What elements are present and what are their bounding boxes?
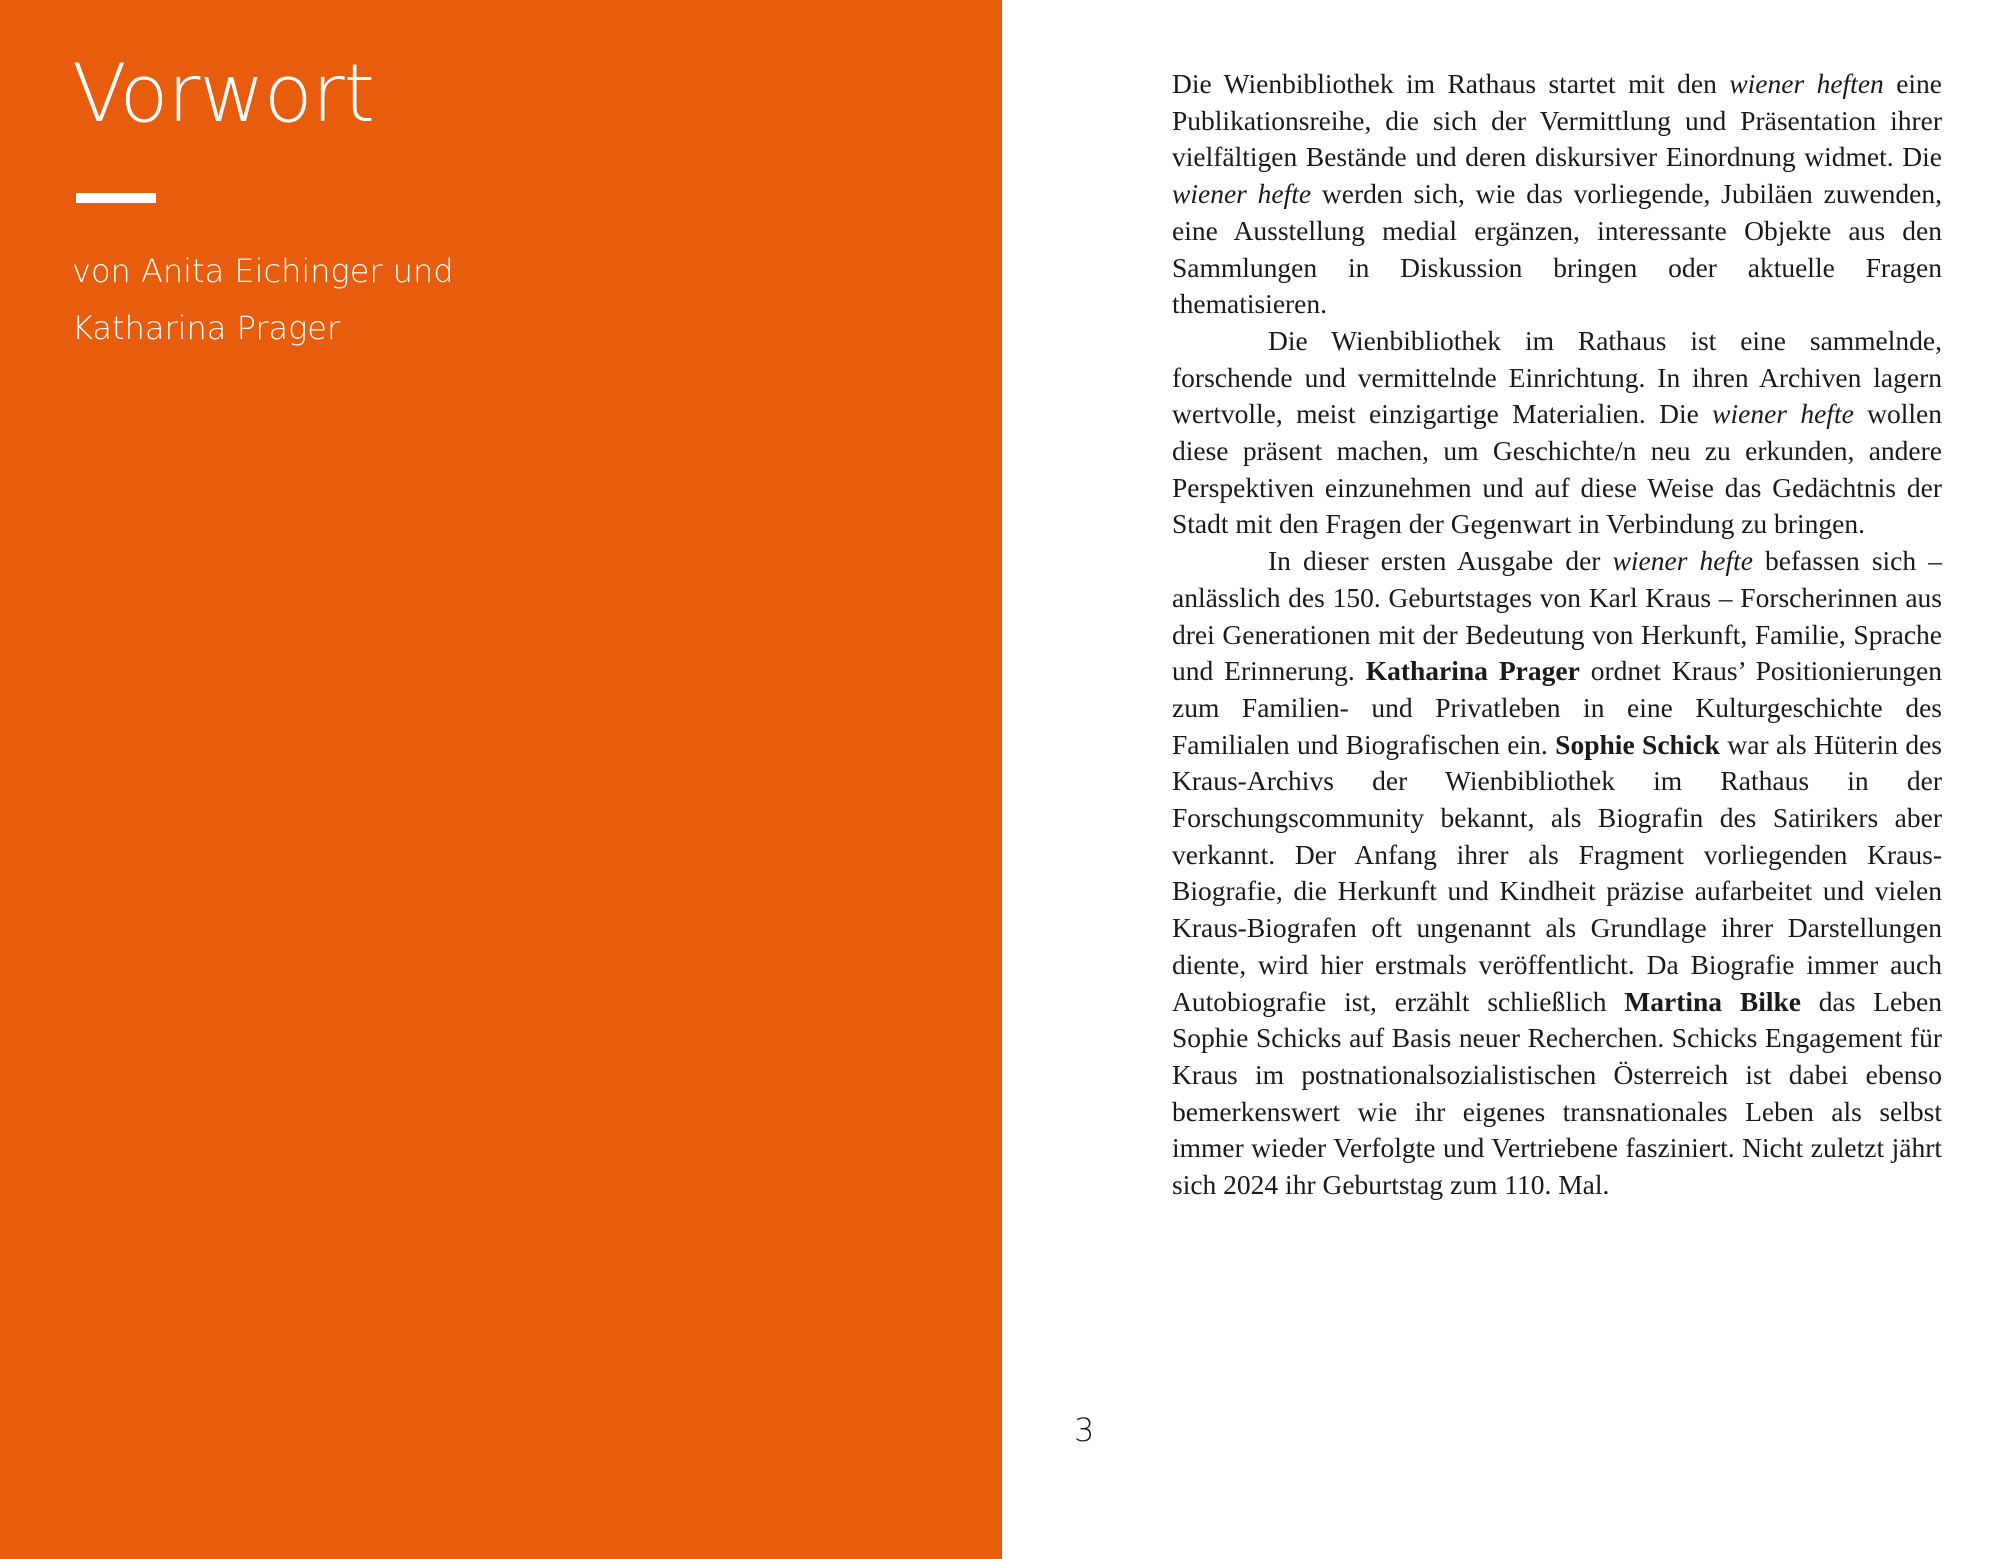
authors-line-2: Katharina Prager <box>72 309 341 347</box>
title-underline-rule <box>76 193 156 203</box>
author-name: Katharina Prager <box>1365 655 1580 687</box>
text-page <box>1002 0 2000 1559</box>
page-title: Vorwort <box>72 47 374 140</box>
body-paragraph-1: Die Wienbibliothek im Rathaus startet mit den wiener heften eine Publikationsreihe, die sich der Vermittlung und Präsentation ihrer vielfältigen Bestände und deren diskursiver Einordnung widmet. Die wiener hefte werden sich, wie das vorliegende, Jubiläen zuwenden, eine Ausstellung medial ergänzen, interessante Objekte aus den Sammlungen in Diskussion bringen oder aktuelle Fragen thematisieren. <box>1172 68 1943 320</box>
author-name: Sophie Schick <box>1555 728 1720 760</box>
italic-publication-title: wiener hefte <box>1612 545 1753 577</box>
page-number: 3 <box>1074 1411 1095 1449</box>
italic-publication-title: wiener hefte <box>1172 178 1312 210</box>
author-name: Martina Bilke <box>1624 985 1801 1017</box>
body-paragraph-2: Die Wienbibliothek im Rathaus ist eine sammelnde, forschende und vermittelnde Einrichtung. In ihren Archiven lagern wertvolle, meist einzigartige Materialien. Die wiener hefte wollen diese präsent machen, um Geschichte/n neu zu erkunden, andere Perspektiven einzunehmen und auf diese Weise das Gedächtnis der Stadt mit den Fragen der Gegenwart in Verbindung zu bringen. <box>1172 324 1942 540</box>
body-paragraph-3: In dieser ersten Ausgabe der wiener hefte befassen sich – anlässlich des 150. Geburtstages von Karl Kraus – Forscherinnen aus drei Generationen mit der Bedeutung von Herkunft, Familie, Sprache und Erinnerung. Katharina Prager ordnet Kraus’ Positionierungen zum Familien- und Privatleben in eine Kulturgeschichte des Familialen und Biografischen ein. Sophie Schick war als Hüterin des Kraus-Archivs der Wienbibliothek im Rathaus in der Forschungscommunity bekannt, als Biografin des Satirikers aber verkannt. Der Anfang ihrer als Fragment vorliegenden Kraus-Biografie, die Herkunft und Kindheit präzise aufarbeitet und vielen Kraus-Biografen oft ungenannt als Grundlage ihrer Darstellungen diente, wird hier erstmals veröffentlicht. Da Biografie immer auch Autobiografie ist, erzählt schließlich Martina Bilke das Leben Sophie Schicks auf Basis neuer Recherchen. Schicks Engagement für Kraus im postnationalsozialistischen Österreich ist dabei ebenso bemerkenswert wie ihr eigenes transnationales Leben als selbst immer wieder Verfolgte und Vertriebene fasziniert. Nicht zuletzt jährt sich 2024 ihr Geburtstag zum 110. Mal. <box>1172 545 1942 1201</box>
authors-byline <box>72 243 772 357</box>
authors-line-1: von Anita Eichinger und <box>72 252 454 290</box>
italic-publication-title: wiener hefte <box>1712 398 1854 430</box>
foreword-body <box>1172 66 1942 1204</box>
italic-publication-title: wiener heften <box>1729 68 1884 99</box>
